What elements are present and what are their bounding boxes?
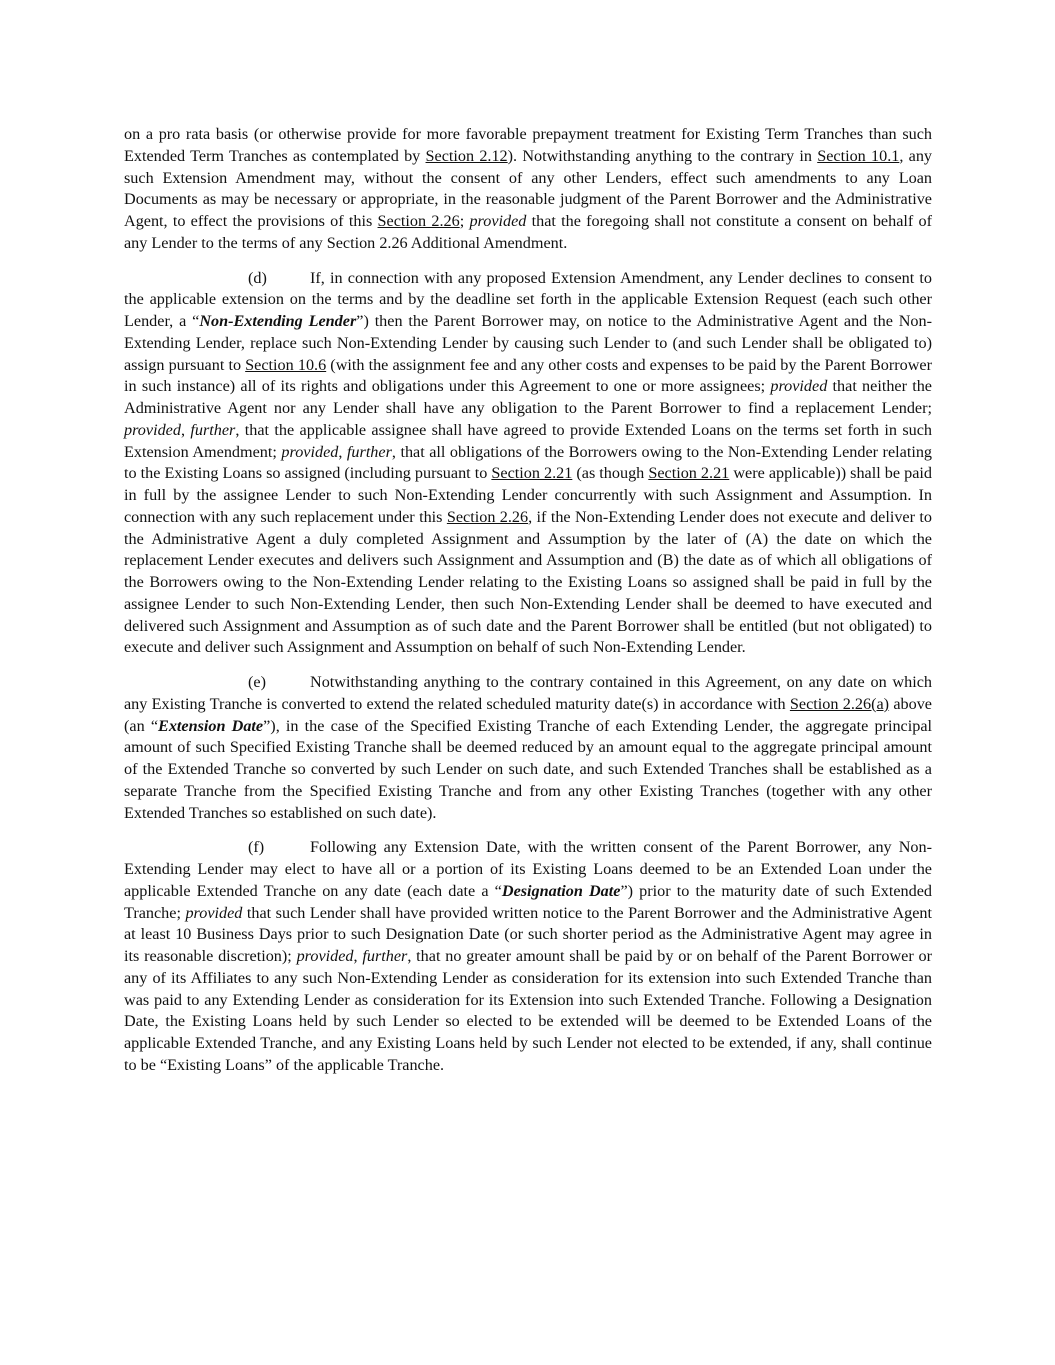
cross-reference-link: Section 2.21 [491, 464, 573, 483]
paragraph-d: (d) If, in connection with any proposed Extension Amendment, any Lender declines to consent to the applicable extension on the terms and by the deadline set forth in the applicable Extension Request (each such other Lender, a “Non-Extending Lender”) then the Parent Borrower may, on notice to the Administrative Agent and the Non-Extending Lender, replace such Non-Extending Lender by causing such Lender to (and such Lender shall be obligated to) assign pursuant to Section 10.6 (with the assignment fee and any other costs and expenses to be paid by the Parent Borrower in such instance) all of its rights and obligations under this Agreement to one or more assignees; provided that neither the Administrative Agent nor any Lender shall have any obligation to the Parent Borrower to find a replacement Lender; provided, further, that the applicable assignee shall have agreed to provide Extended Loans on the terms set forth in such Extension Amendment; provided, further, that all obligations of the Borrowers owing to the Non-Extending Lender relating to the Existing Loans so assigned (including pursuant to Section 2.21 (as though Section 2.21 were applicable)) shall be paid in full by the assignee Lender to such Non-Extending Lender concurrently with such Assignment and Assumption. In connection with any such replacement under this Section 2.26, if the Non-Extending Lender does not execute and deliver to the Administrative Agent a duly completed Assignment and Assumption by the later of (A) the date on which the replacement Lender executes and delivers such Assignment and Assumption and (B) the date as of which all obligations of the Borrowers owing to the Non-Extending Lender relating to the Existing Loans so assigned shall be paid in full by the assignee Lender to such Non-Extending Lender, then such Non-Extending Lender shall be deemed to have executed and delivered such Assignment and Assumption as of such date and the Parent Borrower shall be entitled (but not obligated) to execute and deliver such Assignment and Assumption on behalf of such Non-Extending Lender. [124, 268, 933, 657]
cross-reference-link: Section 10.1 [817, 146, 900, 165]
paragraph-e: (e) Notwithstanding anything to the contrary contained in this Agreement, on any date on which any Existing Tranche is converted to extend the related scheduled maturity date(s) in accordance with Section 2.26(a) above (an “Extension Date”), in the case of the Specified Existing Tranche of each Extending Lender, the aggregate principal amount of such Specified Existing Tranche shall be deemed reduced by an amount equal to the aggregate principal amount of the Extended Tranche so converted by such Lender on such date, and such Extended Tranches shall be established as a separate Tranche from the Specified Existing Tranche and from any other Existing Tranches (together with any other Extended Tranches so established on such date). [124, 673, 932, 822]
cross-reference-link: Section 2.12 [425, 146, 508, 165]
cross-reference-link: Section 2.26 [446, 507, 529, 526]
paragraph-label: (f) [248, 838, 265, 857]
defined-term: Non-Extending Lender [199, 312, 357, 330]
paragraph-c-continued: on a pro rata basis (or otherwise provide for more favorable prepayment treatment for Existing Term Tranches than such Extended Term Tranches as contemplated by Section 2.12). Notwithstanding anything to the contrary in Section 10.1, any such Extension Amendment may, without the consent of any other Lenders, effect such amendments to any Loan Documents as may be necessary or appropriate, in the reasonable judgment of the Parent Borrower and the Administrative Agent, to effect the provisions of this Section 2.26; provided that the foregoing shall not constitute a consent on behalf of any Lender to the terms of any Section 2.26 Additional Amendment. [124, 125, 933, 252]
paragraph-label: (e) [248, 673, 266, 691]
cross-reference-link: Section 2.26 [377, 212, 460, 230]
defined-term: Extension Date [158, 716, 264, 735]
paragraph-label: (d) [248, 268, 267, 287]
cross-reference-link: Section 2.26(a) [789, 694, 890, 713]
paragraph-f: (f) Following any Extension Date, with the written consent of the Parent Borrower, any Non-Extending Lender may elect to have all or a portion of its Existing Loans deemed to be an Extended Loan under the applicable Extended Tranche on any date (each date a “Designation Date”) prior to the maturity date of such Extended Tranche; provided that such Lender shall have provided written notice to the Parent Borrower and the Administrative Agent at least 10 Business Days prior to such Designation Date (or such shorter period as the Administrative Agent may agree in its reasonable discretion); provided, further, that no greater amount shall be paid by or on behalf of the Parent Borrower or any of its Affiliates to any such Non-Extending Lender as consideration for its extension into such Extended Tranche than was paid to any Extending Lender as consideration for its Extension into such Extended Tranche. Following a Designation Date, the Existing Loans held by such Lender so elected to be extended will be deemed to be Extended Loans of the applicable Extended Tranche, and any Existing Loans held by such Lender not elected to be extended, if any, shall continue to be “Existing Loans” of the applicable Tranche. [124, 838, 933, 1074]
cross-reference-link: Section 2.21 [648, 464, 730, 483]
cross-reference-link: Section 10.6 [245, 355, 327, 374]
document-page [124, 124, 932, 1090]
defined-term: Designation Date [501, 881, 621, 900]
